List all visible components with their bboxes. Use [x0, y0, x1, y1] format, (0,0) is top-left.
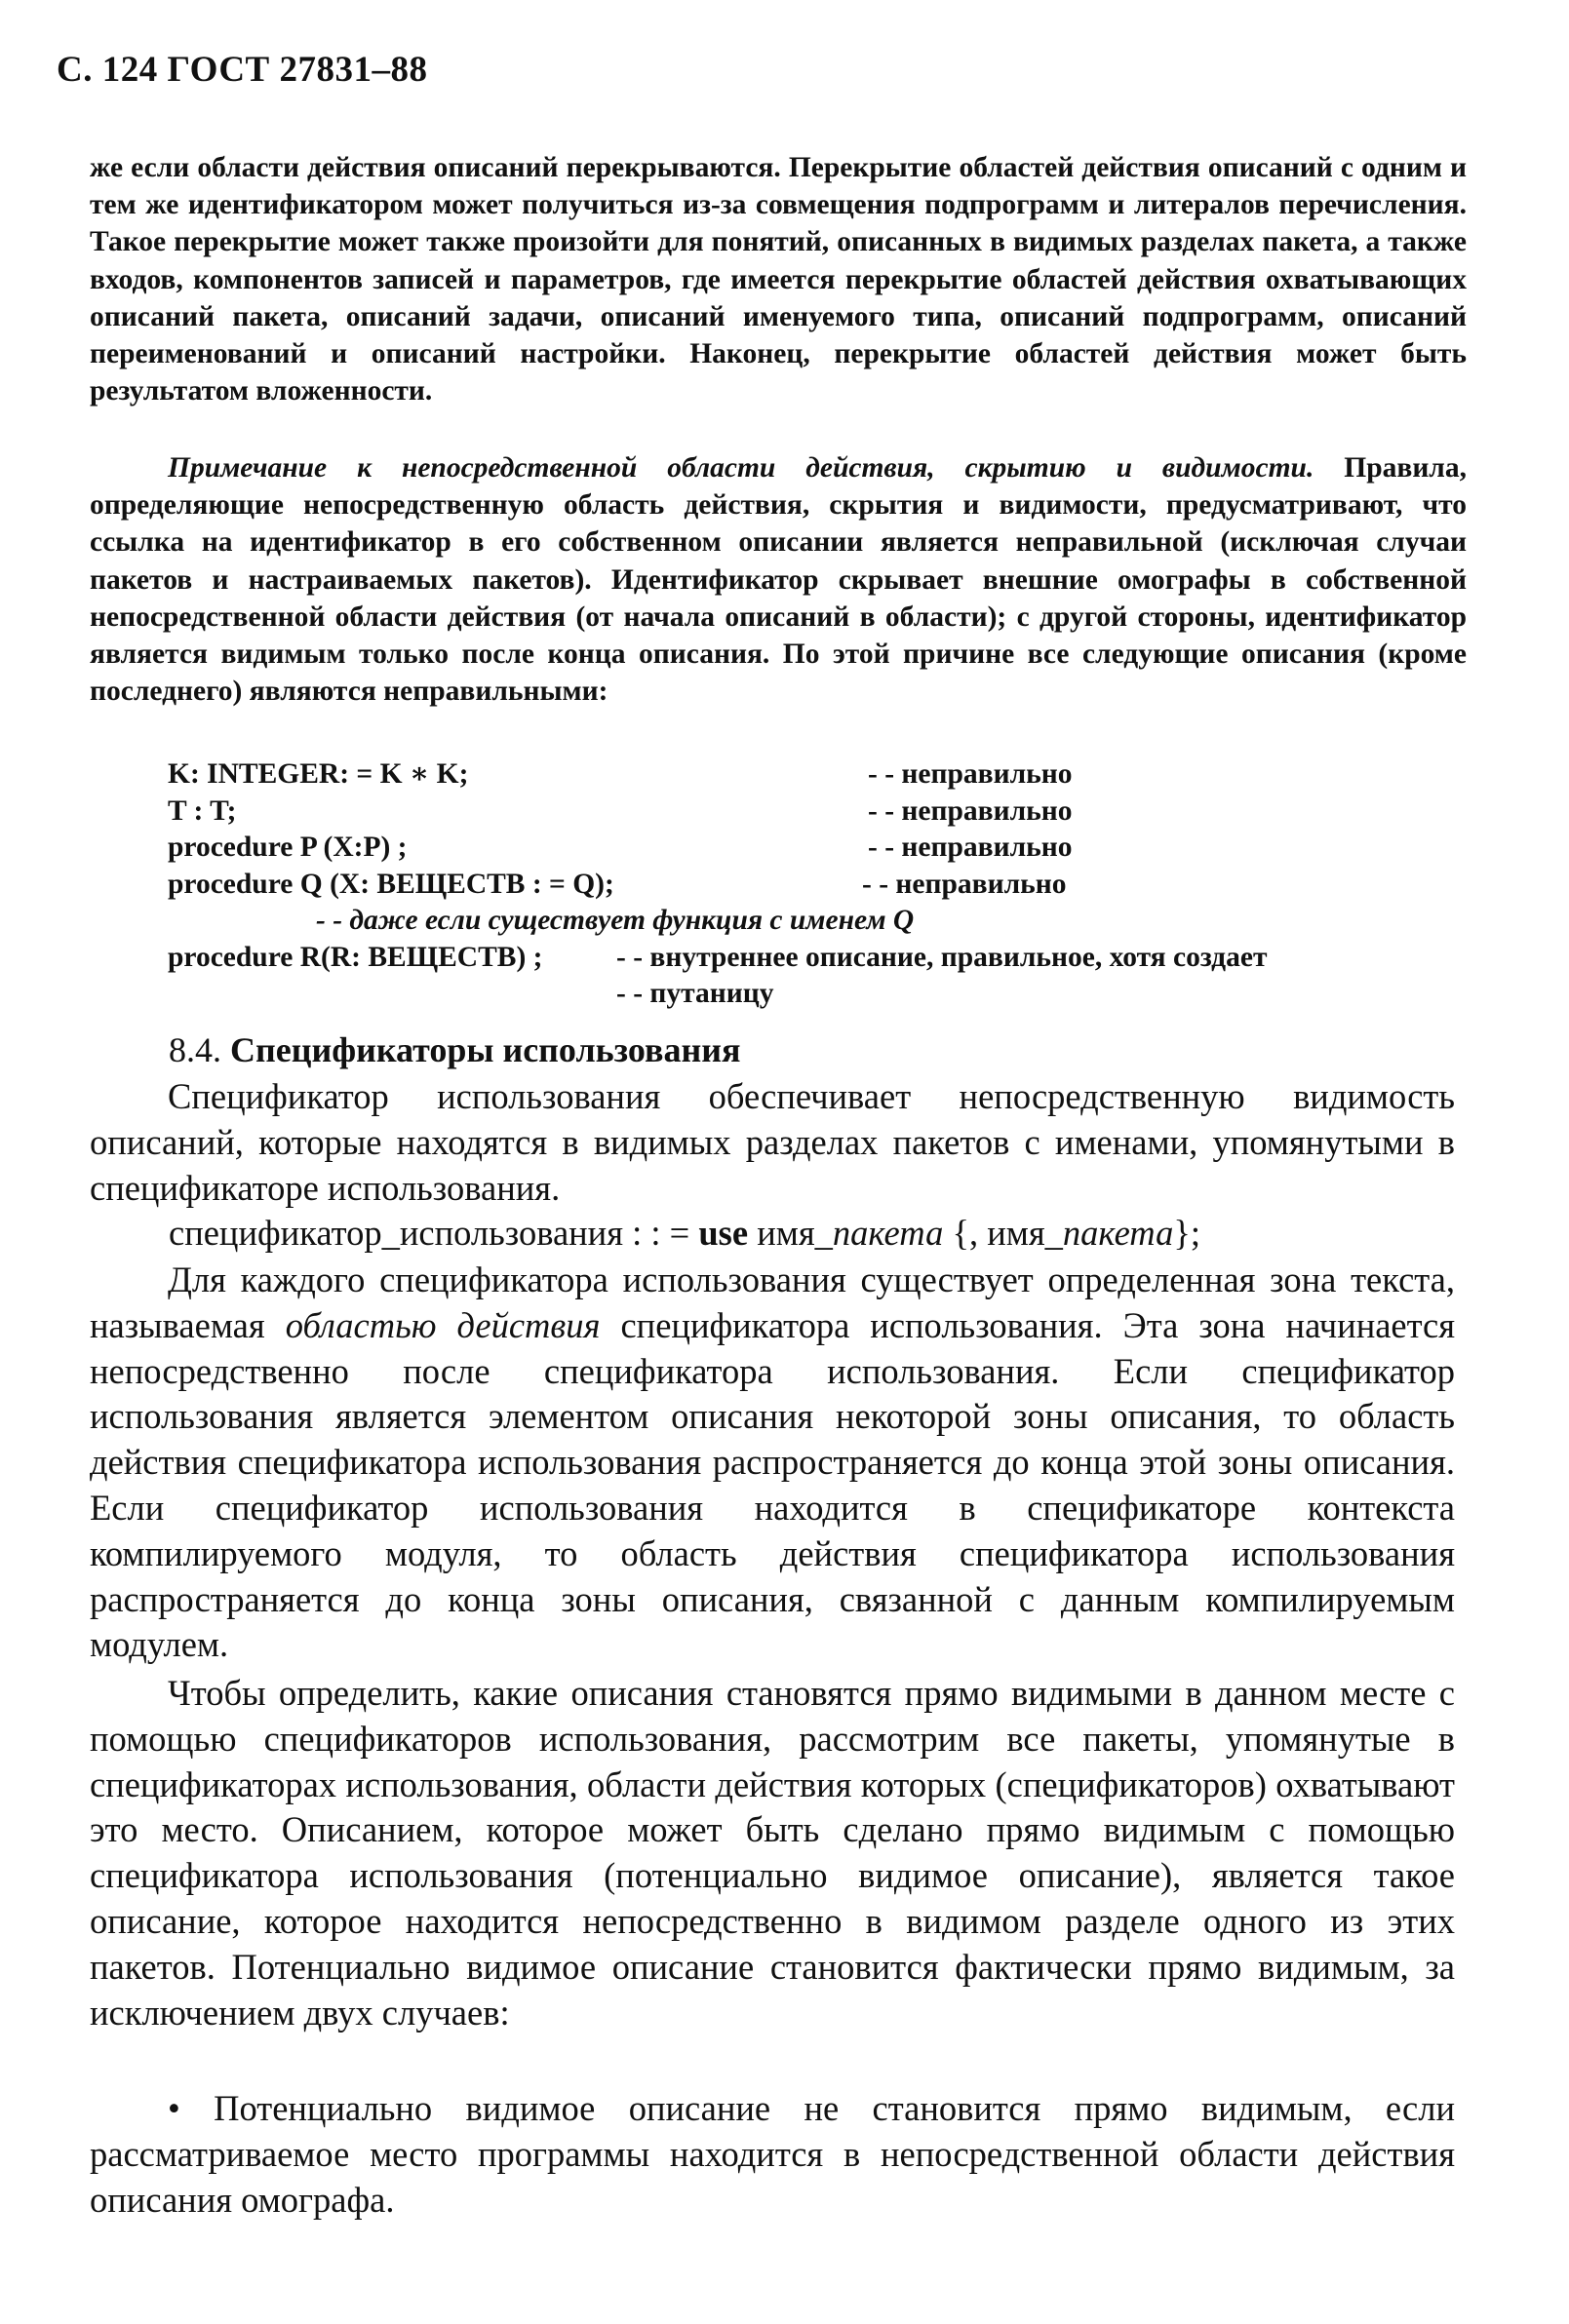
paragraph-overlap [90, 149, 1467, 409]
section-number: 8.4. [169, 1030, 221, 1069]
code-example [168, 756, 1474, 1013]
syntax-keyword: use [698, 1213, 749, 1253]
code-statement: procedure P (X:P) ; [168, 832, 408, 863]
code-line [168, 867, 1474, 904]
syntax-part: имя_ [757, 1213, 833, 1253]
note-block [90, 449, 1467, 710]
syntax-italic: пакета [832, 1213, 944, 1253]
body-paragraph [90, 1074, 1455, 1211]
code-line [168, 756, 1474, 794]
code-comment: - - путаницу [616, 978, 774, 1009]
code-comment: - - неправильно [862, 868, 1067, 900]
code-comment: - - неправильно [868, 832, 1073, 863]
bullet-paragraph [90, 2086, 1455, 2223]
syntax-part: {, имя_ [943, 1213, 1063, 1253]
body-text-part: Для каждого спецификатора использования существует определенная зона текста, называемая [90, 1259, 1455, 1345]
body-text [90, 1258, 1455, 1668]
body-paragraph [90, 1258, 1455, 1668]
code-line [168, 794, 1474, 831]
body-paragraph [90, 1671, 1455, 2035]
code-comment: - - неправильно [868, 794, 1073, 827]
code-comment: - - даже если существует функция с именем Q [316, 905, 915, 936]
syntax-part: }; [1173, 1213, 1201, 1253]
body-text: Чтобы определить, какие описания становятся прямо видимыми в данном месте с помощью спецификаторов использования, рассмотрим все пакеты, упомянутые в спецификаторах использования, области действия которых (спецификаторов) охватывают это место. Описанием, которое может быть сделано прямо видимым с помощью спецификатора использования (потенциально видимое описание), является такое описание, которое находится непосредственно в видимом разделе одного из этих пакетов. Потенциально видимое описание становится фактически прямо видимым, за исключением двух случаев: [90, 1673, 1455, 2033]
paragraph-text: же если области действия описаний перекрываются. Перекрытие областей действия описаний с одним и тем же идентификатором может получиться из-за совмещения подпрограмм и литералов перечисления. Такое перекрытие может также произойти для понятий, описанных в видимых разделах пакета, а также входов, компонентов записей и параметров, где имеется перекрытие областей действия охватывающих описаний пакета, описаний задачи, описаний именуемого типа, описаний подпрограмм, описаний переименований и описаний настройки. Наконец, перекрытие областей действия может быть результатом вложенности. [90, 152, 1467, 407]
body-text-italic: областью действия [285, 1304, 601, 1345]
body-text-part: спецификатора использования. Эта зона начинается непосредственно после спецификатора использования. Если спецификатор использования является элементом описания некоторой зоны описания, то область действия спецификатора использования распространяется до конца этой зоны описания. Если спецификатор использования находится в спецификаторе контекста компилируемого модуля, то область действия спецификатора использования распространяется до конца зоны описания, связанной с данным компилируемым модулем. [90, 1304, 1456, 1665]
section-title: Спецификаторы использования [230, 1030, 741, 1069]
code-statement: procedure Q (X: ВЕЩЕСТВ : = Q); [168, 868, 614, 900]
syntax-italic: пакета [1062, 1213, 1174, 1253]
note-title: Примечание к непосредственной области действия, скрытию и видимости. [168, 452, 1314, 484]
code-line [168, 976, 1474, 1013]
body-text: Спецификатор использования обеспечивает непосредственную видимость описаний, которые находятся в видимых разделах пакетов с именами, упомянутыми в спецификаторе использования. [90, 1076, 1455, 1208]
page-header: С. 124 ГОСТ 27831–88 [57, 50, 428, 90]
code-line [168, 903, 1474, 940]
syntax-rule [169, 1211, 1200, 1256]
code-comment: - - неправильно [868, 758, 1073, 790]
code-statement: procedure R(R: ВЕЩЕСТВ) ; [168, 941, 543, 973]
code-statement: K: INTEGER: = K ∗ K; [168, 758, 469, 790]
code-line [168, 940, 1474, 977]
code-comment: - - внутреннее описание, правильное, хотя создает [616, 941, 1268, 973]
note-text: Правила, определяющие непосредственную область действия, скрытия и видимости, предусматривают, что ссылка на идентификатор в его собственном описании является неправильной (исключая случаи пакетов и настраиваемых пакетов). Идентификатор скрывает внешние омографы в собственной непосредственной области действия (от начала описаний в области); с другой стороны, идентификатор является видимым только после конца описания. По этой причине все следующие описания (кроме последнего) являются неправильными: [90, 452, 1467, 708]
bullet-text: • Потенциально видимое описание не становится прямо видимым, если рассматриваемое место программы находится в непосредственной области действия описания омографа. [90, 2088, 1455, 2220]
syntax-lhs: спецификатор_использования : : = [169, 1213, 690, 1253]
code-line [168, 830, 1474, 867]
code-statement: T : T; [168, 794, 237, 827]
section-heading [169, 1029, 740, 1070]
